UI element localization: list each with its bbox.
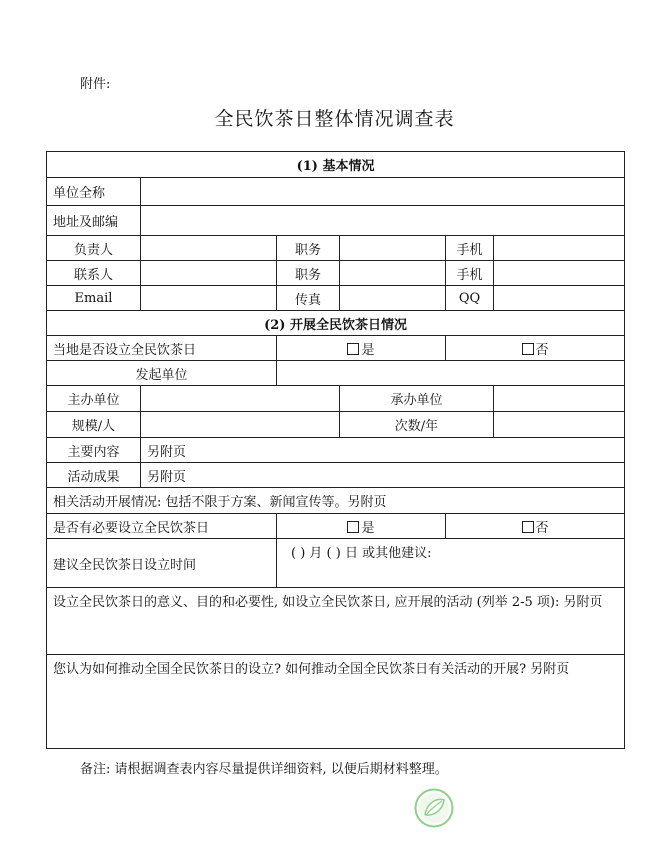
qq-field[interactable] [494,286,625,311]
qq-label: QQ [446,286,494,311]
organizer-field[interactable] [494,386,625,412]
checkbox-icon[interactable] [347,521,359,533]
position-field[interactable] [340,236,446,261]
address-label: 地址及邮编 [47,206,141,236]
related-activities-text: 相关活动开展情况: 包括不限于方案、新闻宣传等。另附页 [47,488,625,514]
checkbox-icon[interactable] [522,343,534,355]
yes-label: 是 [361,520,375,536]
initiator-field[interactable] [277,361,625,386]
scale-label: 规模/人 [47,412,141,438]
necessity-label: 是否有必要设立全民饮茶日 [47,514,277,539]
host-field[interactable] [141,386,340,412]
checkbox-icon[interactable] [522,521,534,533]
host-label: 主办单位 [47,386,141,412]
page-title: 全民饮茶日整体情况调查表 [214,108,455,130]
contact-mobile-label: 手机 [446,261,494,286]
no-label: 否 [535,520,549,536]
main-content-label: 主要内容 [47,438,141,463]
footer-note: 备注: 请根据调查表内容尽量提供详细资料, 以便后期材料整理。 [80,762,448,777]
times-field[interactable] [494,412,625,438]
section1-heading: (1) 基本情况 [47,152,625,178]
significance-text[interactable]: 设立全民饮茶日的意义、目的和必要性, 如设立全民饮茶日, 应开展的活动 (列举 2-5 项): 另附页 [47,588,625,655]
contact-field[interactable] [141,261,277,286]
yes-label: 是 [361,342,375,358]
contact-position-field[interactable] [340,261,446,286]
mobile-label: 手机 [446,236,494,261]
scale-field[interactable] [141,412,340,438]
unit-name-label: 单位全称 [47,178,141,206]
section2-heading: (2) 开展全民饮茶日情况 [47,311,625,336]
tea-leaf-logo-icon [414,788,454,828]
outcome-value[interactable]: 另附页 [141,463,625,488]
email-label: Email [47,286,141,311]
address-field[interactable] [141,206,625,236]
no-label: 否 [535,342,549,358]
person-in-charge-field[interactable] [141,236,277,261]
fax-label: 传真 [277,286,340,311]
local-no-option[interactable] [446,336,625,361]
outcome-label: 活动成果 [47,463,141,488]
main-content-value[interactable]: 另附页 [141,438,625,463]
local-established-label: 当地是否设立全民饮茶日 [47,336,277,361]
survey-form-table [46,151,625,749]
unit-name-field[interactable] [141,178,625,206]
suggested-time-field[interactable]: ( ) 月 ( ) 日 或其他建议: [277,539,625,588]
suggested-time-label: 建议全民饮茶日设立时间 [47,539,277,588]
mobile-field[interactable] [494,236,625,261]
position-label: 职务 [277,236,340,261]
organizer-label: 承办单位 [340,386,494,412]
times-label: 次数/年 [340,412,494,438]
contact-label: 联系人 [47,261,141,286]
email-field[interactable] [141,286,277,311]
fax-field[interactable] [340,286,446,311]
necessity-no-option[interactable] [446,514,625,539]
person-in-charge-label: 负责人 [47,236,141,261]
initiator-label: 发起单位 [47,361,277,386]
contact-mobile-field[interactable] [494,261,625,286]
contact-position-label: 职务 [277,261,340,286]
checkbox-icon[interactable] [347,343,359,355]
necessity-yes-option[interactable] [277,514,446,539]
local-yes-option[interactable] [277,336,446,361]
promotion-text[interactable]: 您认为如何推动全国全民饮茶日的设立? 如何推动全国全民饮茶日有关活动的开展? 另附页 [47,655,625,749]
attachment-label: 附件: [80,77,111,92]
